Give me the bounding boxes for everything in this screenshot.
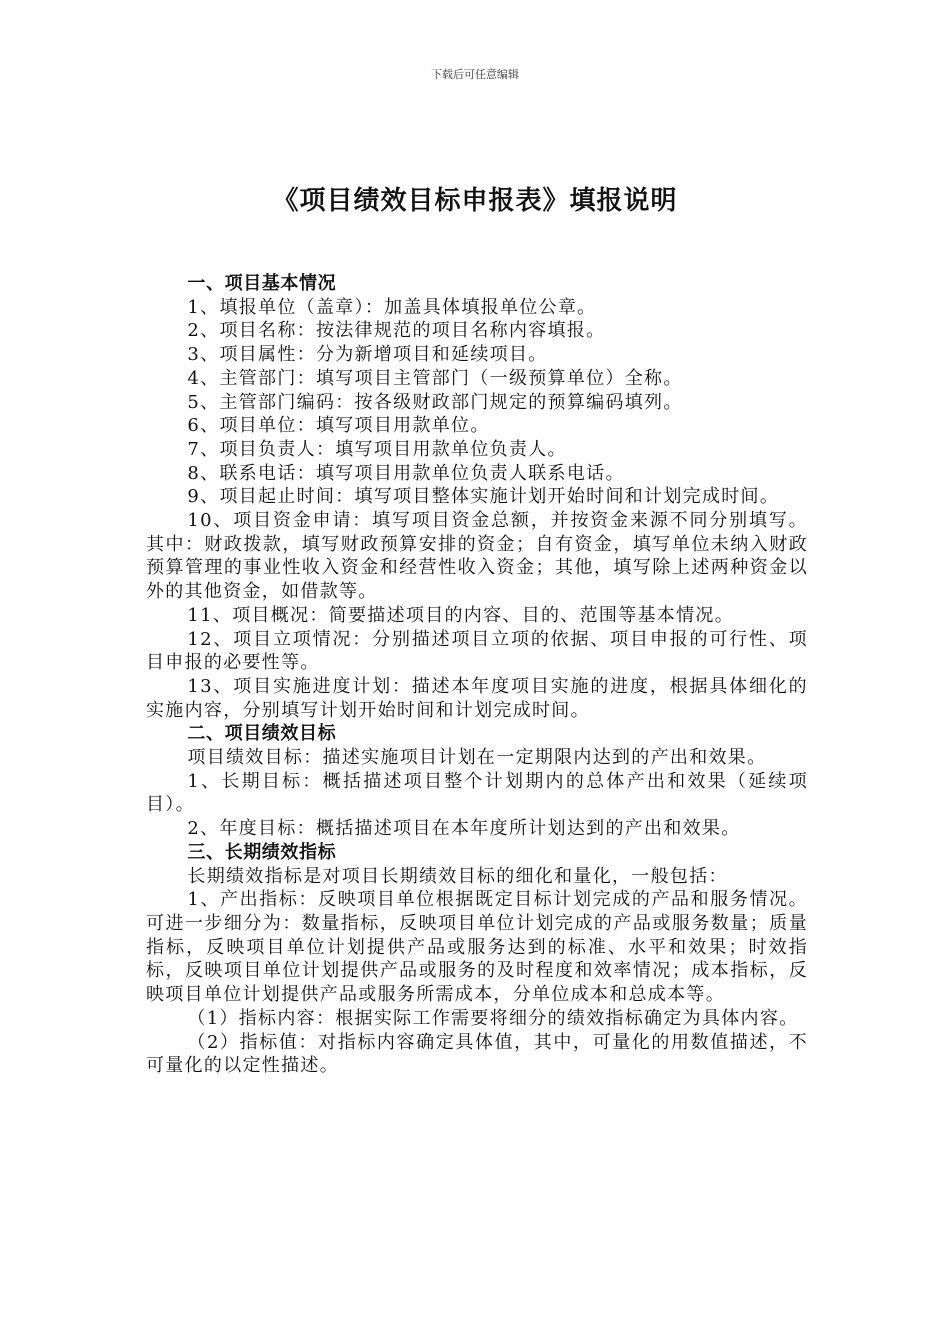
paragraph: 13、项目实施进度计划：描述本年度项目实施的进度，根据具体细化的实施内容，分别填写计划开始时间和计划完成时间。 <box>146 675 808 721</box>
section-heading: 二、项目绩效目标 <box>187 723 337 745</box>
header-note: 下载后可任意编辑 <box>431 68 519 81</box>
paragraph: 2、年度目标：概括描述项目在本年度所计划达到的产出和效果。 <box>187 818 741 840</box>
paragraph: 1、填报单位（盖章）：加盖具体填报单位公章。 <box>187 296 597 318</box>
paragraph: 项目绩效目标：描述实施项目计划在一定期限内达到的产出和效果。 <box>187 747 767 769</box>
paragraph: 9、项目起止时间：填写项目整体实施计划开始时间和计划完成时间。 <box>187 486 780 508</box>
section-heading: 三、长期绩效指标 <box>187 841 337 863</box>
paragraph: 长期绩效指标是对项目长期绩效目标的细化和量化，一般包括： <box>187 865 728 887</box>
page-title: 《项目绩效目标申报表》填报说明 <box>272 186 678 216</box>
paragraph: 7、项目负责人：填写项目用款单位负责人。 <box>187 438 567 460</box>
paragraph: 4、主管部门：填写项目主管部门（一级预算单位）全称。 <box>187 367 683 389</box>
paragraph: （2）指标值：对指标内容确定具体值，其中，可量化的用数值描述，不可量化的以定性描述。 <box>146 1031 808 1077</box>
paragraph: 10、项目资金申请：填写项目资金总额，并按资金来源不同分别填写。其中：财政拨款，填写财政预算安排的资金；自有资金，填写单位未纳入财政预算管理的事业性收入资金和经营性收入资金；其他，填写除上述两种资金以外的其他资金，如借款等。 <box>146 510 808 603</box>
paragraph: 8、联系电话：填写项目用款单位负责人联系电话。 <box>187 462 625 484</box>
paragraph: 1、产出指标：反映项目单位根据既定目标计划完成的产品和服务情况。可进一步细分为：数量指标，反映项目单位计划完成的产品或服务数量；质量指标，反映项目单位计划提供产品或服务达到的标准、水平和效果；时效指标，反映项目单位计划提供产品或服务的及时程度和效率情况；成本指标，反映项目单位计划提供产品或服务所需成本，分单位成本和总成本等。 <box>146 889 808 1006</box>
paragraph: 1、长期目标：概括描述项目整个计划期内的总体产出和效果（延续项目）。 <box>146 770 808 816</box>
section-heading: 一、项目基本情况 <box>187 273 337 294</box>
document-body <box>146 272 808 1078</box>
paragraph: 6、项目单位：填写项目用款单位。 <box>187 415 490 437</box>
paragraph: 12、项目立项情况：分别描述项目立项的依据、项目申报的可行性、项目申报的必要性等。 <box>146 628 808 674</box>
paragraph: 11、项目概况：简要描述项目的内容、目的、范围等基本情况。 <box>187 604 734 626</box>
paragraph: 3、项目属性：分为新增项目和延续项目。 <box>187 344 548 366</box>
paragraph: 2、项目名称：按法律规范的项目名称内容填报。 <box>187 320 606 342</box>
paragraph: 5、主管部门编码：按各级财政部门规定的预算编码填列。 <box>187 391 683 413</box>
paragraph: （1）指标内容：根据实际工作需要将细分的绩效指标确定为具体内容。 <box>187 1007 799 1029</box>
